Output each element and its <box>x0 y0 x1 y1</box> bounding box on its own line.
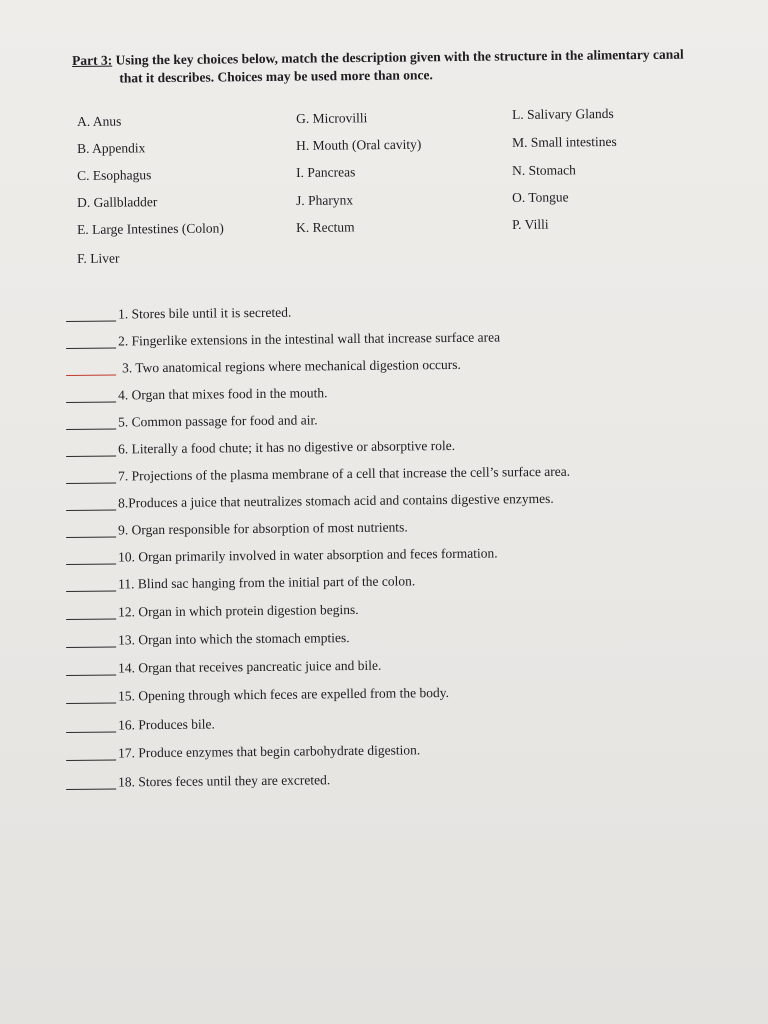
question-row <box>66 769 686 795</box>
question-row <box>66 571 686 597</box>
answer-blank[interactable] <box>66 646 116 648</box>
question-text: 14. Organ that receives pancreatic juice and bile. <box>117 657 382 676</box>
choice-k: K. Rectum <box>296 219 355 235</box>
question-text: 11. Blind sac hanging from the initial part of the colon. <box>117 573 416 592</box>
question-row <box>66 301 686 327</box>
choice-h: H. Mouth (Oral cavity) <box>296 136 422 153</box>
choice-b: B. Appendix <box>77 140 146 156</box>
heading-line-2: that it describes. Choices may be used more than once. <box>119 67 433 86</box>
heading-line-1: Using the key choices below, match the description given with the structure in the alimentary canal <box>112 46 684 68</box>
answer-blank[interactable] <box>66 401 116 403</box>
choice-a: A. Anus <box>77 113 122 129</box>
question-text: 7. Projections of the plasma membrane of a cell that increase the cell’s surface area. <box>117 463 571 484</box>
question-text: 18. Stores feces until they are excreted. <box>117 772 331 790</box>
answer-blank[interactable] <box>66 509 116 511</box>
question-text: 9. Organ responsible for absorption of most nutrients. <box>117 519 408 538</box>
choice-o: O. Tongue <box>512 189 569 205</box>
choice-l: L. Salivary Glands <box>512 105 614 122</box>
question-text: 16. Produces bile. <box>117 716 215 733</box>
question-row <box>66 463 686 489</box>
question-text: 4. Organ that mixes food in the mouth. <box>117 385 328 403</box>
answer-blank[interactable] <box>66 536 116 538</box>
choice-d: D. Gallbladder <box>77 194 158 210</box>
question-text: 12. Organ in which protein digestion begins. <box>117 601 359 620</box>
question-row <box>66 436 686 462</box>
question-row <box>66 740 686 766</box>
question-row <box>66 328 686 354</box>
question-text: 13. Organ into which the stomach empties. <box>117 630 350 648</box>
answer-blank[interactable] <box>66 788 116 790</box>
question-row <box>66 712 686 738</box>
question-row <box>66 599 686 625</box>
answer-blank[interactable] <box>66 374 116 376</box>
answer-blank[interactable] <box>66 347 116 349</box>
question-text: 2. Fingerlike extensions in the intestinal wall that increase surface area <box>117 329 501 349</box>
choice-m: M. Small intestines <box>512 133 617 150</box>
question-text: 10. Organ primarily involved in water absorption and feces formation. <box>117 545 498 565</box>
question-row <box>66 382 686 408</box>
question-row <box>66 683 686 709</box>
answer-blank[interactable] <box>66 482 116 484</box>
question-row <box>66 544 686 570</box>
question-text: 17. Produce enzymes that begin carbohydrate digestion. <box>117 742 421 761</box>
answer-blank[interactable] <box>66 702 116 704</box>
worksheet-heading <box>72 45 732 88</box>
answer-blank[interactable] <box>66 320 116 322</box>
question-row <box>66 409 686 435</box>
question-row <box>66 355 686 381</box>
part-label: Part 3: <box>72 52 113 68</box>
question-text: 6. Literally a food chute; it has no digestive or absorptive role. <box>117 437 456 457</box>
choice-e: E. Large Intestines (Colon) <box>77 220 224 237</box>
answer-blank[interactable] <box>66 428 116 430</box>
answer-blank[interactable] <box>66 731 116 733</box>
question-text: 8.Produces a juice that neutralizes stomach acid and contains digestive enzymes. <box>117 490 554 511</box>
question-row <box>66 655 686 681</box>
answer-blank[interactable] <box>66 563 116 565</box>
question-text: 3. Two anatomical regions where mechanical digestion occurs. <box>121 356 461 376</box>
answer-blank[interactable] <box>66 618 116 620</box>
choice-j: J. Pharynx <box>296 192 354 208</box>
question-row <box>66 490 686 516</box>
choice-n: N. Stomach <box>512 162 576 178</box>
answer-blank[interactable] <box>66 759 116 761</box>
choice-i: I. Pancreas <box>296 164 356 180</box>
answer-blank[interactable] <box>66 590 116 592</box>
answer-blank[interactable] <box>66 455 116 457</box>
question-row <box>66 627 686 653</box>
choice-g: G. Microvilli <box>296 110 368 126</box>
question-text: 15. Opening through which feces are expelled from the body. <box>117 684 450 704</box>
question-row <box>66 517 686 543</box>
choice-p: P. Villi <box>512 216 549 232</box>
question-text: 1. Stores bile until it is secreted. <box>117 304 292 322</box>
choice-f: F. Liver <box>77 250 120 266</box>
question-text: 5. Common passage for food and air. <box>117 412 318 430</box>
choice-c: C. Esophagus <box>77 167 152 183</box>
answer-blank[interactable] <box>66 674 116 676</box>
